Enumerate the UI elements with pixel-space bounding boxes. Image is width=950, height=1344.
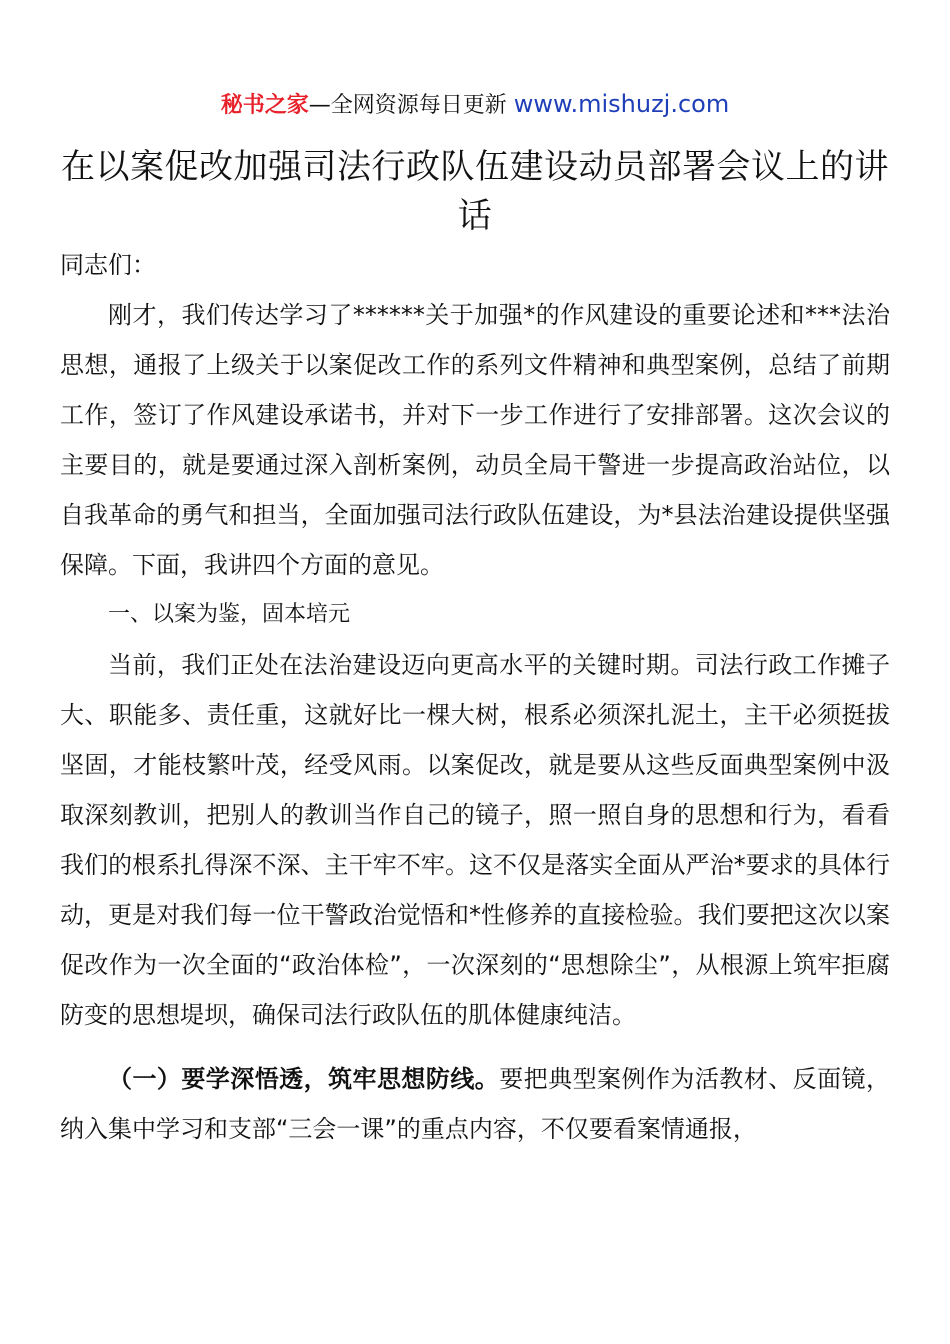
document-title: 在以案促改加强司法行政队伍建设动员部署会议上的讲话	[61, 147, 889, 236]
subsection-1-text: 要把典型案例作为活教材、反面镜，纳入集中学习和支部“三会一课”的重点内容，不仅要看案情通报，	[60, 1065, 891, 1143]
greeting: 同志们：	[60, 251, 156, 279]
document-body	[60, 240, 890, 1154]
subsection-1-paragraph	[60, 1054, 890, 1154]
section-1-heading: 一、以案为鉴，固本培元	[108, 602, 351, 627]
brand-name: 秘书之家	[220, 93, 309, 118]
site-header	[0, 86, 950, 124]
intro-paragraph: 刚才，我们传达学习了******关于加强*的作风建设的重要论述和***法治思想，通报了上级关于以案促改工作的系列文件精神和典型案例，总结了前期工作，签订了作风建设承诺书，并对下一步工作进行了安排部署。这次会议的主要目的，就是要通过深入剖析案例，动员全局干警进一步提高政治站位，以自我革命的勇气和担当，全面加强司法行政队伍建设，为*县法治建设提供坚强保障。下面，我讲四个方面的意见。	[60, 301, 890, 579]
header-slogan: —全网资源每日更新	[308, 93, 507, 118]
section-1-paragraph: 当前，我们正处在法治建设迈向更高水平的关键时期。司法行政工作摊子大、职能多、责任重，这就好比一棵大树，根系必须深扎泥土，主干必须挺拔坚固，才能枝繁叶茂，经受风雨。以案促改，就是要从这些反面典型案例中汲取深刻教训，把别人的教训当作自己的镜子，照一照自身的思想和行为，看看我们的根系扎得深不深、主干牢不牢。这不仅是落实全面从严治*要求的具体行动，更是对我们每一位干警政治觉悟和*性修养的直接检验。我们要把这次以案促改作为一次全面的“政治体检”，一次深刻的“思想除尘”，从根源上筑牢拒腐防变的思想堤坝，确保司法行政队伍的肌体健康纯洁。	[60, 651, 890, 1029]
subsection-1-heading: （一）要学深悟透，筑牢思想防线。	[108, 1065, 500, 1093]
site-url-link[interactable]: www.mishuzj.com	[513, 90, 730, 118]
